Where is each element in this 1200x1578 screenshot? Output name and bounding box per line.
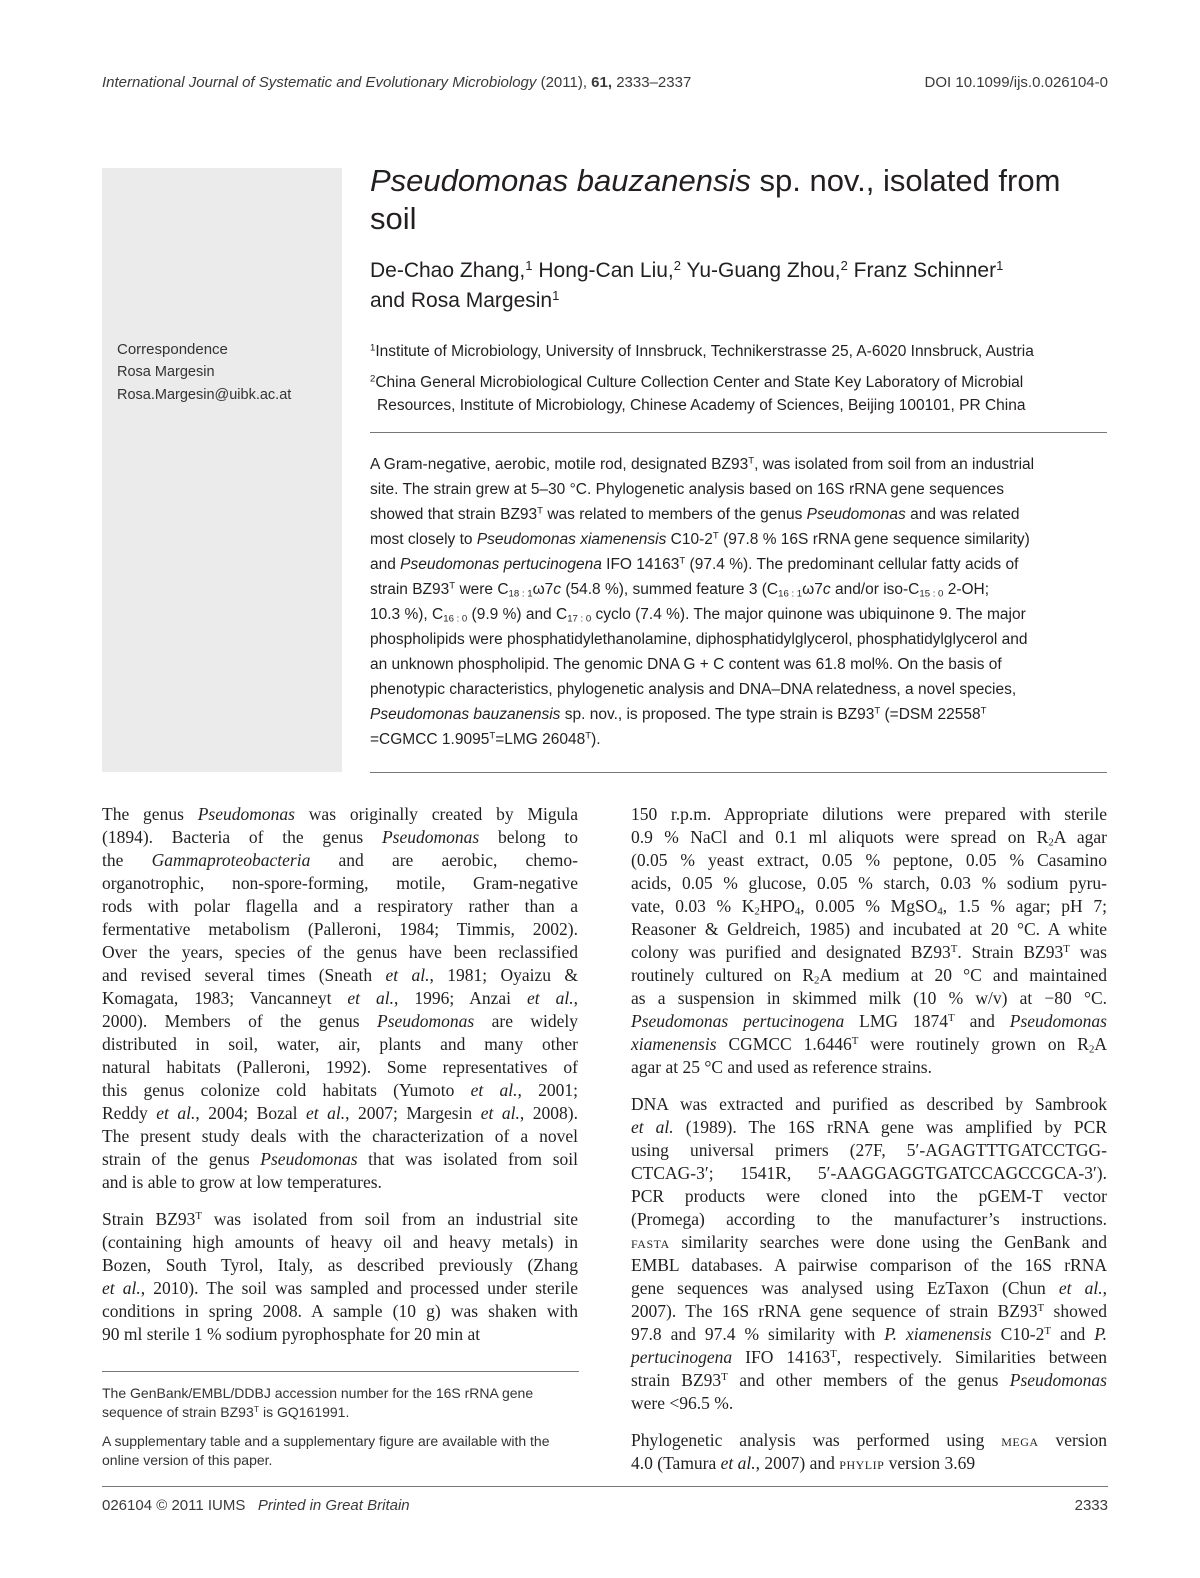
text-line (631, 941, 1107, 964)
text-segment: A agar (1053, 827, 1107, 847)
text-segment: T (830, 1348, 837, 1361)
footer-rule (102, 1486, 1108, 1487)
abstract-line: A Gram-negative, aerobic, motile rod, designated $BZ93^T$, was isolated from soil from an industrial (370, 455, 1035, 473)
footer-printed: Printed in Great Britain (257, 1497, 410, 1514)
abstract-line: Pseudomonas bauzanensis sp. nov., is proposed. The type strain is $BZ93^T$ (=DSM $22558^T$ (370, 705, 987, 723)
text-segment: , (1102, 1278, 1108, 1298)
text-segment: CGMCC 1.6446 (716, 1034, 852, 1054)
abstract-line: phospholipids were phosphatidylethanolamine, diphosphatidylglycerol, phosphatidylglycerol and (370, 631, 1028, 648)
text-segment: this genus colonize cold habitats (Yumoto (102, 1080, 471, 1100)
text-segment: Pseudomonas (1009, 1011, 1107, 1031)
text-segment: The present study deals with the characterization of a novel (102, 1126, 578, 1146)
text-segment: HPO (759, 896, 795, 916)
text-line (631, 1010, 1107, 1033)
body-column-right (631, 803, 1107, 1475)
text-segment: , 2008). (519, 1103, 578, 1123)
text-segment: was (1069, 942, 1107, 962)
text-segment: A (1094, 1034, 1107, 1054)
text-segment: 2 (1048, 836, 1054, 849)
text-segment: Phylogenetic analysis was performed using (631, 1430, 1002, 1450)
text-segment: LMG 1874 (844, 1011, 949, 1031)
text-segment: Gammaproteobacteria (151, 850, 311, 870)
text-line (631, 895, 1107, 918)
author-list (370, 256, 1110, 316)
author: and Rosa Margesin (370, 289, 553, 312)
text-segment: Bozen, South Tyrol, Italy, as described previously (Zhang (102, 1255, 578, 1275)
text-segment: (1894). Bacteria of the genus (102, 827, 382, 847)
text-segment: acids, 0.05 % glucose, 0.05 % starch, 0.03 % sodium pyru- (631, 873, 1107, 893)
text-segment: Pseudomonas (197, 804, 295, 824)
text-segment: 4.0 (Tamura (631, 1453, 721, 1473)
affiliation-2-line-2: Resources, Institute of Microbiology, Chinese Academy of Sciences, Beijing 100101, PR China (377, 397, 1026, 414)
affiliation-text: Institute of Microbiology, University of Innsbruck, Technikerstrasse 25, A-6020 Innsbruck, Austria (375, 343, 1034, 360)
text-line (631, 803, 1107, 826)
text-segment: 2 (754, 905, 760, 918)
text-segment: that was isolated from soil (357, 1149, 578, 1169)
text-line (631, 1392, 1107, 1415)
text-line (102, 1033, 578, 1056)
text-segment: (Promega) according to the manufacturer’s instructions. (631, 1209, 1107, 1229)
text-segment: IFO 14163 (732, 1347, 831, 1367)
author-affiliation-mark: 2 (673, 257, 682, 273)
text-segment: T (1044, 1325, 1051, 1338)
text-segment: gene sequences was analysed using EzTaxon (Chun (631, 1278, 1059, 1298)
correspondence-box (102, 168, 342, 772)
authors-line-2 (370, 286, 1110, 316)
text-line (631, 1429, 1107, 1452)
text-segment: 2007). The 16S rRNA gene sequence of strain BZ93 (631, 1301, 1038, 1321)
text-segment: , respectively. Similarities between (836, 1347, 1108, 1367)
text-line (631, 872, 1107, 895)
text-segment: 2 (1088, 1043, 1095, 1056)
text-line (631, 964, 1107, 987)
text-line (102, 1208, 578, 1231)
paragraph-gap (631, 1415, 1107, 1429)
text-segment: P. (1094, 1324, 1108, 1344)
text-line (102, 1148, 578, 1171)
article-title (370, 162, 1110, 238)
text-segment: the (102, 850, 152, 870)
journal-name: International Journal of Systematic and Evolutionary Microbiology (102, 74, 537, 91)
paragraph-gap (102, 1194, 578, 1208)
text-segment: 2 (814, 974, 820, 987)
text-line (102, 1300, 578, 1323)
abstract-line: strain $BZ93^T$ were $C_{18 : 1}\omega 7c$ (54.8 %), summed feature 3 ($C_{16 : 1}\omega 7c$ and/or iso-$C_{15 : 0}$ 2-OH; (370, 580, 990, 600)
text-segment: Reddy (102, 1103, 157, 1123)
text-segment: T (1037, 1302, 1045, 1315)
author-affiliation-mark: 2 (840, 257, 848, 273)
text-line (102, 803, 578, 826)
text-segment: , 0.005 % MgSO (800, 896, 938, 916)
text-segment: natural habitats (Palleroni, 1992). Some representatives of (102, 1057, 578, 1077)
author-affiliation-mark: 1 (552, 287, 560, 303)
text-segment: showed (1044, 1301, 1108, 1321)
affiliation-mark: 1 (370, 342, 376, 354)
body-column-left (102, 803, 578, 1346)
text-segment: and is able to grow at low temperatures. (102, 1172, 382, 1192)
text-line (102, 918, 578, 941)
text-segment: et al. (156, 1103, 196, 1123)
abstract-bottom-rule (370, 772, 1107, 773)
text-line (631, 1093, 1107, 1116)
text-line (631, 918, 1107, 941)
author-affiliation-mark: 1 (996, 257, 1004, 273)
text-line (631, 1254, 1107, 1277)
text-segment: Pseudomonas (1009, 1370, 1107, 1390)
text-segment: et al. (527, 988, 574, 1008)
text-segment: are widely (474, 1011, 578, 1031)
text-segment: (0.05 % yeast extract, 0.05 % peptone, 0.05 % Casamino (631, 850, 1107, 870)
text-segment: agar at 25 °C and used as reference strains. (631, 1057, 932, 1077)
text-segment: Pseudomonas pertucinogena (631, 1011, 845, 1031)
text-segment: Komagata, 1983; Vancanneyt (102, 988, 348, 1008)
text-segment: et al. (305, 1103, 346, 1123)
text-segment: similarity searches were done using the GenBank and (669, 1232, 1107, 1252)
text-segment: et al. (1058, 1278, 1103, 1298)
text-line (631, 1185, 1107, 1208)
text-segment: distributed in soil, water, air, plants and many other (102, 1034, 578, 1054)
text-line (631, 1323, 1107, 1346)
journal-citation (102, 74, 691, 91)
journal-year: (2011), (540, 74, 587, 91)
correspondence-email[interactable]: Rosa.Margesin@uibk.ac.at (117, 387, 292, 403)
author: Hong-Can Liu, (532, 259, 674, 282)
text-line (631, 1162, 1107, 1185)
author: Yu-Guang Zhou, (681, 259, 841, 282)
footnote-line: A supplementary table and a supplementary figure are available with the (102, 1433, 550, 1449)
text-segment: pertucinogena (631, 1347, 733, 1367)
text-segment: PCR products were cloned into the pGEM-T vector (631, 1186, 1107, 1206)
footnote-supplementary (102, 1432, 582, 1470)
text-segment: , 2007; Margesin (345, 1103, 481, 1123)
text-segment: colony was purified and designated BZ93 (631, 942, 951, 962)
text-line (631, 1231, 1107, 1254)
text-line (102, 941, 578, 964)
text-segment: and other members of the genus (727, 1370, 1010, 1390)
text-line (102, 987, 578, 1010)
text-segment: P. xiamenensis (884, 1324, 992, 1344)
text-segment: Pseudomonas (377, 1011, 475, 1031)
text-segment: fasta (631, 1232, 670, 1252)
text-segment: et al. (347, 988, 395, 1008)
text-segment: , 2001; (517, 1080, 578, 1100)
text-segment: Over the years, species of the genus have been reclassified (102, 942, 578, 962)
affiliation-text: China General Microbiological Culture Collection Center and State Key Laboratory of Microbial (375, 374, 1024, 391)
text-line (102, 1254, 578, 1277)
text-segment: and revised several times (Sneath (102, 965, 386, 985)
text-segment: , 2004; Bozal (195, 1103, 306, 1123)
text-segment: Pseudomonas (381, 827, 480, 847)
authors-line-1 (370, 256, 1110, 286)
text-line (102, 1231, 578, 1254)
text-line (102, 964, 578, 987)
text-line (102, 1056, 578, 1079)
footnote-accession (102, 1384, 582, 1422)
footnote-line: The GenBank/EMBL/DDBJ accession number for the 16S rRNA gene (102, 1385, 534, 1401)
text-line (102, 1323, 578, 1346)
text-segment: rods with polar flagella and a respiratory rather than a (102, 896, 578, 916)
affiliation-2 (370, 371, 1110, 417)
abstract-line: showed that strain $BZ93^T$ was related to members of the genus Pseudomonas and was related (370, 505, 1020, 523)
text-line (631, 1116, 1107, 1139)
text-segment: version 3.69 (884, 1453, 976, 1473)
text-line (102, 872, 578, 895)
text-segment: xiamenensis (631, 1034, 717, 1054)
text-line (631, 1208, 1107, 1231)
text-segment: DNA was extracted and purified as described by Sambrook (631, 1094, 1107, 1114)
text-segment: CTCAG-3′; 1541R, 5′-AAGGAGGTGATCCAGCCGCA-3′). (631, 1163, 1107, 1183)
title-rest: sp. nov., isolated from (750, 163, 1061, 198)
text-segment: belong to (479, 827, 578, 847)
text-segment: The genus (102, 804, 198, 824)
text-line (631, 849, 1107, 872)
text-segment: 4 (937, 905, 943, 918)
text-segment: Reasoner & Geldreich, 1985) and incubated at 20 °C. A white (631, 919, 1107, 939)
text-segment: mega (1001, 1430, 1039, 1450)
author-affiliation-mark: 1 (525, 257, 533, 273)
text-segment: 90 ml sterile 1 % sodium pyrophosphate for 20 min at (102, 1324, 481, 1344)
text-line (102, 1125, 578, 1148)
text-line (102, 1010, 578, 1033)
text-segment: strain BZ93 (631, 1370, 722, 1390)
correspondence-name: Rosa Margesin (117, 364, 215, 380)
abstract-line: most closely to Pseudomonas xiamenensis $C10-2^T$ (97.8 % 16S rRNA gene sequence similarity) (370, 530, 1030, 548)
text-segment: strain of the genus (102, 1149, 261, 1169)
text-segment: , (573, 988, 578, 1008)
paragraph-gap (631, 1079, 1107, 1093)
footnote-rule (102, 1371, 579, 1372)
text-segment: , 2010). The soil was sampled and processed under sterile (140, 1278, 578, 1298)
text-segment: was originally created by Migula (294, 804, 578, 824)
text-segment: vate, 0.03 % K (631, 896, 755, 916)
text-segment: T (721, 1371, 728, 1384)
text-segment: 2000). Members of the genus (102, 1011, 378, 1031)
text-segment: et al. (631, 1117, 674, 1137)
text-segment: T (851, 1035, 859, 1048)
footnote-line: sequence of strain $BZ93^T$ is GQ161991. (102, 1404, 350, 1420)
text-segment: were routinely grown on R (858, 1034, 1089, 1054)
abstract-top-rule (370, 432, 1107, 433)
footer-copyright: 026104 © 2011 IUMS (102, 1497, 246, 1514)
doi: DOI 10.1099/ijs.0.026104-0 (924, 74, 1108, 91)
footnote-line: online version of this paper. (102, 1452, 273, 1468)
affiliation-mark: 2 (370, 373, 376, 385)
text-line (631, 1346, 1107, 1369)
text-segment: and (954, 1011, 1010, 1031)
text-line (631, 1033, 1107, 1056)
abstract (370, 452, 1108, 752)
text-segment: using universal primers (27F, 5′-AGAGTTTGATCCTGG- (631, 1140, 1107, 1160)
text-segment: (containing high amounts of heavy oil and heavy metals) in (102, 1232, 578, 1252)
abstract-line: and Pseudomonas pertucinogena IFO $14163^T$ (97.4 %). The predominant cellular fatty acids of (370, 555, 1019, 573)
text-segment: et al. (102, 1278, 141, 1298)
correspondence-text (117, 338, 291, 407)
text-segment: was isolated from soil from an industrial site (202, 1209, 578, 1229)
text-segment: phylip (839, 1453, 885, 1473)
text-line (631, 1300, 1107, 1323)
text-segment: Strain BZ93 (102, 1209, 196, 1229)
title-species: Pseudomonas bauzanensis (370, 163, 751, 198)
correspondence-heading: Correspondence (117, 341, 228, 358)
text-segment: version (1038, 1430, 1107, 1450)
author: De-Chao Zhang, (370, 259, 526, 282)
text-line (102, 849, 578, 872)
text-line (631, 1452, 1107, 1475)
text-line (102, 1277, 578, 1300)
title-line-1 (370, 162, 1110, 200)
abstract-line: site. The strain grew at 5–30 °C. Phylogenetic analysis based on 16S rRNA gene sequences (370, 481, 1005, 498)
text-line (102, 826, 578, 849)
abstract-line: phenotypic characteristics, phylogenetic analysis and DNA–DNA relatedness, a novel species, (370, 681, 1017, 698)
page-footer (102, 1497, 1108, 1514)
text-segment: 4 (794, 905, 801, 918)
abstract-line: 10.3 %), $C_{16 : 0}$ (9.9 %) and $C_{17 : 0}$ cyclo (7.4 %). The major quinone was ubiquinone 9. The major (370, 606, 1026, 625)
text-segment: T (195, 1210, 203, 1223)
text-line (631, 1369, 1107, 1392)
text-segment: T (1063, 943, 1070, 956)
affiliation-1 (370, 340, 1110, 363)
text-segment: , 1996; Anzai (394, 988, 528, 1008)
text-segment: , 1981; Oyaizu & (429, 965, 578, 985)
abstract-line: =CGMCC $1.9095^T=LMG$ $26048^T$). (370, 730, 601, 748)
page-number: 2333 (1074, 1497, 1108, 1514)
text-segment: et al. (470, 1080, 518, 1100)
text-segment: et al. (480, 1103, 520, 1123)
text-line (631, 1139, 1107, 1162)
affiliation-2-line-1 (370, 371, 1110, 394)
journal-volume: 61, (591, 74, 613, 91)
running-head (102, 74, 1108, 96)
text-segment: (1989). The 16S rRNA gene was amplified by PCR (673, 1117, 1107, 1137)
text-segment: conditions in spring 2008. A sample (10 g) was shaken with (102, 1301, 578, 1321)
text-segment: 0.9 % NaCl and 0.1 ml aliquots were spread on R (631, 827, 1049, 847)
abstract-line: an unknown phospholipid. The genomic DNA G + C content was 61.8 mol%. On the basis of (370, 656, 1002, 673)
text-line (102, 1102, 578, 1125)
text-line (631, 1277, 1107, 1300)
text-segment: Pseudomonas (260, 1149, 358, 1169)
text-segment: fermentative metabolism (Palleroni, 1984; Timmis, 2002). (102, 919, 578, 939)
text-segment: 150 r.p.m. Appropriate dilutions were prepared with sterile (631, 804, 1107, 824)
text-segment: routinely cultured on R (631, 965, 815, 985)
text-segment: C10-2 (991, 1324, 1045, 1344)
text-segment: EMBL databases. A pairwise comparison of the 16S rRNA (631, 1255, 1107, 1275)
text-segment: were <96.5 %. (631, 1393, 734, 1413)
text-segment: and are aerobic, chemo- (310, 850, 578, 870)
text-segment: and (1050, 1324, 1095, 1344)
text-line (102, 1171, 578, 1194)
text-segment: et al. (385, 965, 430, 985)
text-segment: T (948, 1012, 955, 1025)
text-segment: 97.8 and 97.4 % similarity with (631, 1324, 885, 1344)
text-segment: , 2007) and (755, 1453, 840, 1473)
journal-pages: 2333–2337 (616, 74, 692, 91)
text-segment: A medium at 20 °C and maintained (819, 965, 1107, 985)
text-line (631, 1056, 1107, 1079)
text-line (102, 895, 578, 918)
author: Franz Schinner (847, 259, 997, 282)
text-segment: organotrophic, non-spore-forming, motile, Gram-negative (102, 873, 578, 893)
text-segment: , 1.5 % agar; pH 7; (942, 896, 1107, 916)
text-segment: . Strain BZ93 (957, 942, 1064, 962)
title-line-2: soil (370, 201, 417, 236)
text-line (631, 826, 1107, 849)
text-segment: as a suspension in skimmed milk (10 % w/v) at −80 °C. (631, 988, 1107, 1008)
text-segment: T (950, 943, 958, 956)
text-line (631, 987, 1107, 1010)
text-segment: et al. (720, 1453, 756, 1473)
text-line (102, 1079, 578, 1102)
